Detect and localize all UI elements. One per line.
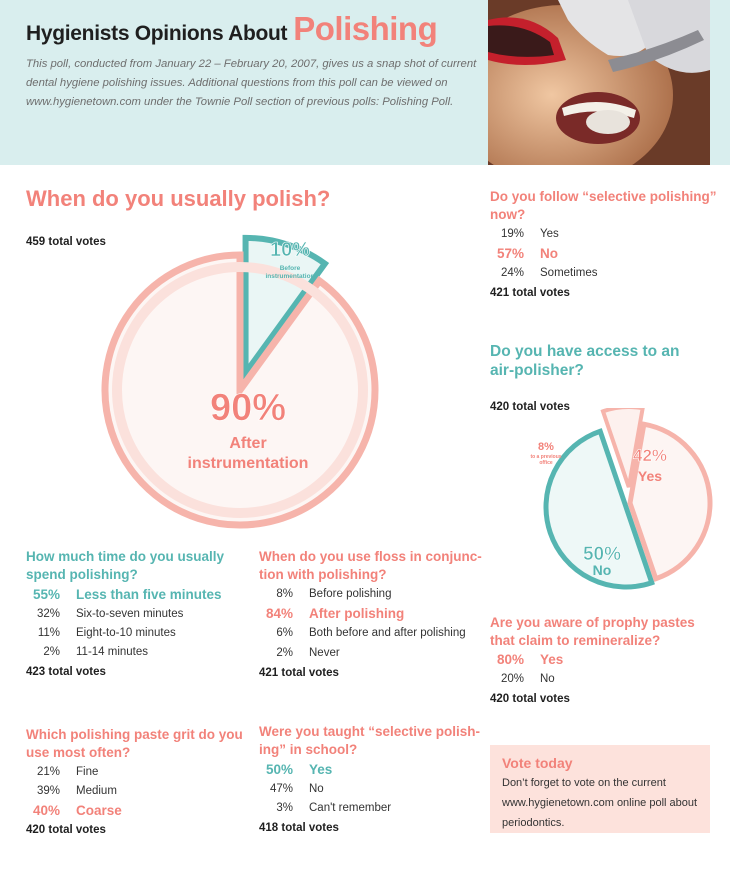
- question-air-polisher: [490, 342, 680, 380]
- answer-label: Can't remember: [309, 802, 392, 814]
- pie-label-before-pct: 10%: [269, 239, 311, 261]
- poll-link[interactable]: www.hygienetown.com online poll about: [502, 797, 698, 809]
- pie-label-office-line: office: [539, 460, 553, 466]
- answer-label: Less than five minutes: [76, 587, 222, 602]
- answer-label: Medium: [76, 785, 117, 797]
- answer-percent: 11%: [37, 627, 60, 639]
- question-polish-when: When do you usually polish?: [26, 186, 331, 211]
- answer-percent: 24%: [500, 267, 524, 279]
- intro-text: This poll, conducted from January 22 – February 20, 2007, gives us a snap shot of current dental hygiene polishing issues. Additional questions from this poll can be viewed on www.hygienetown.com under the Townie Poll section of previous polls: Polishing Poll.: [26, 58, 477, 108]
- title-main: Hygienists Opinions About: [26, 22, 288, 45]
- answer-percent: 50%: [265, 762, 293, 777]
- answer-label: Both before and after polishing: [309, 627, 466, 639]
- answer-percent: 32%: [36, 608, 60, 620]
- total-votes-taught: 418 total votes: [259, 822, 339, 834]
- question-line: Which polishing paste grit do you: [26, 727, 243, 742]
- answer-percent: 57%: [496, 246, 524, 261]
- question-line: tion with polishing?: [259, 567, 387, 582]
- answer-label: Fine: [76, 766, 99, 778]
- question-line: Do you follow “selective polishing”: [490, 189, 717, 204]
- question-line: use most often?: [26, 745, 131, 760]
- question-line: How much time do you usually: [26, 549, 225, 564]
- answer-percent: 39%: [36, 785, 60, 797]
- pie-label-before-line: Before: [279, 265, 301, 272]
- question-line: Were you taught “selective polish-: [259, 724, 481, 739]
- pie-label-office-pct: 8%: [538, 441, 554, 453]
- answer-label: Eight-to-10 minutes: [76, 627, 176, 639]
- dental-patient-photo: [488, 0, 710, 165]
- answer-label: Sometimes: [540, 267, 598, 279]
- total-votes-time: 423 total votes: [26, 666, 106, 678]
- answer-percent: 19%: [500, 228, 524, 240]
- answer-label: No: [309, 783, 324, 795]
- question-remineralize: [490, 614, 695, 650]
- question-time: [26, 548, 224, 584]
- total-votes-remineralize: 420 total votes: [490, 693, 570, 705]
- answer-label: 11-14 minutes: [76, 646, 149, 658]
- pie-label-after-pct: 90%: [209, 387, 287, 429]
- answer-percent: 80%: [496, 652, 524, 667]
- answer-percent: 21%: [36, 766, 60, 778]
- total-votes-grit: 420 total votes: [26, 824, 106, 836]
- answer-percent: 55%: [32, 587, 60, 602]
- pie-label-yes-pct: 42%: [632, 446, 668, 465]
- answer-label: Six-to-seven minutes: [76, 608, 184, 620]
- answer-percent: 2%: [276, 647, 293, 659]
- page-title: [26, 10, 437, 48]
- answer-percent: 40%: [32, 803, 60, 818]
- answer-label: No: [540, 246, 558, 261]
- question-line: air-polisher?: [490, 362, 584, 379]
- answer-label: Yes: [540, 652, 564, 667]
- question-line: ing” in school?: [259, 742, 358, 757]
- answer-label: No: [540, 673, 555, 685]
- answer-label: Yes: [540, 228, 559, 240]
- vote-today-text: [502, 773, 698, 833]
- question-selective-now: [490, 188, 717, 224]
- question-line: Are you aware of prophy pastes: [490, 615, 695, 630]
- total-votes-floss: 421 total votes: [259, 667, 339, 679]
- answer-percent: 84%: [265, 606, 293, 621]
- question-line: spend polishing?: [26, 567, 138, 582]
- answer-label: Never: [309, 647, 340, 659]
- total-votes-polish-when: 459 total votes: [26, 236, 106, 248]
- answer-percent: 20%: [500, 673, 524, 685]
- vote-today-line: Don’t forget to vote on the current: [502, 777, 666, 789]
- pie-chart-polish-when: [100, 225, 400, 530]
- answer-percent: 8%: [276, 588, 293, 600]
- vote-today-title: Vote today: [502, 755, 573, 771]
- pie-label-yes: Yes: [637, 468, 663, 484]
- answer-label: Before polishing: [309, 588, 392, 600]
- question-line: Do you have access to an: [490, 343, 680, 360]
- total-votes-air-polisher: 420 total votes: [490, 401, 570, 413]
- answer-percent: 47%: [269, 783, 293, 795]
- answer-percent: 3%: [276, 802, 293, 814]
- total-votes-selective-now: 421 total votes: [490, 287, 570, 299]
- question-grit: [26, 726, 243, 762]
- pie-label-no: No: [592, 562, 612, 578]
- question-taught: [259, 723, 480, 759]
- pie-label-after-line: instrumentation: [187, 455, 309, 472]
- pie-label-office-line: to a previous: [530, 454, 562, 460]
- pie-label-no-pct: 50%: [582, 544, 622, 565]
- answer-percent: 6%: [276, 627, 293, 639]
- vote-today-box[interactable]: [490, 745, 710, 833]
- pie-label-after-line: After: [229, 435, 267, 452]
- question-line: now?: [490, 207, 526, 222]
- vote-today-line: periodontics.: [502, 817, 565, 829]
- question-line: that claim to remineralize?: [490, 633, 661, 648]
- pie-label-before-line: instrumentation: [265, 273, 315, 280]
- question-floss: [259, 548, 482, 584]
- answer-label: Yes: [309, 762, 333, 777]
- answer-label: After polishing: [309, 606, 405, 621]
- answer-percent: 2%: [43, 646, 60, 658]
- pie-chart-air-polisher: [490, 408, 720, 594]
- answer-label: Coarse: [76, 803, 122, 818]
- title-accent: Polishing: [293, 10, 438, 47]
- question-line: When do you use floss in conjunc-: [259, 549, 482, 564]
